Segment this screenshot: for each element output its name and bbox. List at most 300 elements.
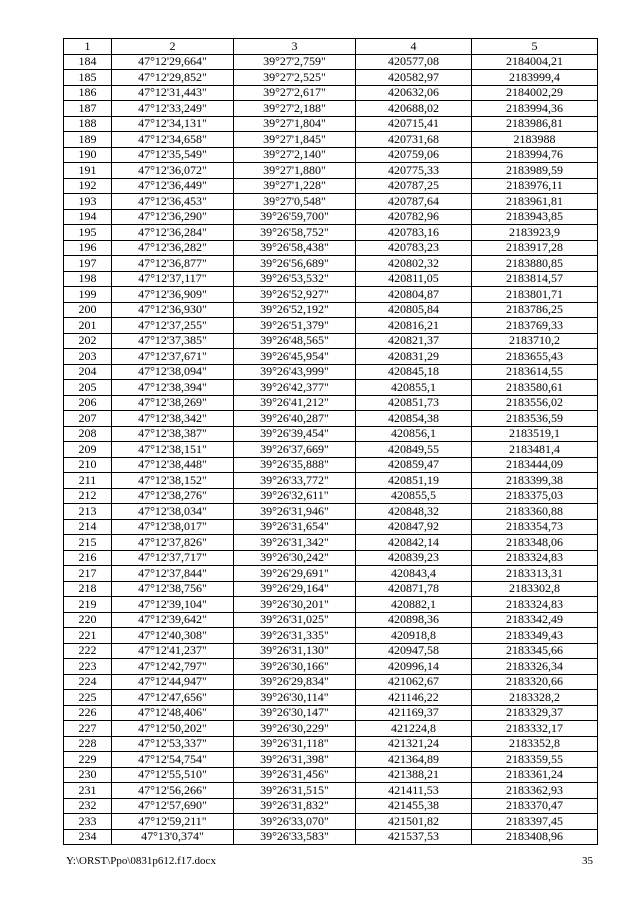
table-row [64,380,598,396]
table-cell: 231 [64,783,112,799]
table-row [64,240,598,256]
table-row [64,783,598,799]
table-cell: 39°26'58,438" [234,240,356,256]
table-cell: 47°12'42,797" [112,659,234,675]
table-cell: 420898,36 [356,612,472,628]
table-row [64,302,598,318]
table-cell: 2183349,43 [472,628,598,644]
table-cell: 420843,4 [356,566,472,582]
table-cell: 234 [64,829,112,845]
table-cell: 199 [64,287,112,303]
table-cell: 47°12'34,131" [112,116,234,132]
table-cell: 47°12'56,266" [112,783,234,799]
table-row [64,426,598,442]
table-row [64,767,598,783]
table-cell: 209 [64,442,112,458]
table-cell: 421388,21 [356,767,472,783]
table-cell: 2183556,02 [472,395,598,411]
table-cell: 47°12'38,269" [112,395,234,411]
table-cell: 47°12'44,947" [112,674,234,690]
table-cell: 420859,47 [356,457,472,473]
column-header: 1 [64,39,112,55]
table-cell: 47°12'38,276" [112,488,234,504]
table-cell: 39°26'30,229" [234,721,356,737]
table-cell: 39°26'33,583" [234,829,356,845]
table-row [64,798,598,814]
table-cell: 39°26'31,130" [234,643,356,659]
table-row [64,612,598,628]
table-cell: 2183655,43 [472,349,598,365]
table-cell: 420783,23 [356,240,472,256]
table-row [64,674,598,690]
table-cell: 233 [64,814,112,830]
table-cell: 206 [64,395,112,411]
table-cell: 2183536,59 [472,411,598,427]
table-cell: 39°26'32,611" [234,488,356,504]
table-cell: 421411,53 [356,783,472,799]
table-cell: 211 [64,473,112,489]
table-cell: 39°26'58,752" [234,225,356,241]
table-cell: 47°12'36,290" [112,209,234,225]
table-cell: 421501,82 [356,814,472,830]
table-cell: 39°26'42,377" [234,380,356,396]
column-header: 5 [472,39,598,55]
table-cell: 47°12'55,510" [112,767,234,783]
table-row [64,271,598,287]
table-cell: 2183923,9 [472,225,598,241]
column-header: 4 [356,39,472,55]
table-cell: 47°12'36,072" [112,163,234,179]
table-cell: 420918,8 [356,628,472,644]
table-cell: 200 [64,302,112,318]
table-cell: 2183370,47 [472,798,598,814]
table-cell: 2183989,59 [472,163,598,179]
table-cell: 47°12'36,449" [112,178,234,194]
table-row [64,70,598,86]
table-cell: 420816,21 [356,318,472,334]
table-cell: 39°26'31,335" [234,628,356,644]
table-cell: 47°12'41,237" [112,643,234,659]
table-cell: 2183399,38 [472,473,598,489]
table-cell: 47°12'37,117" [112,271,234,287]
table-cell: 207 [64,411,112,427]
table-cell: 2183408,96 [472,829,598,845]
table-cell: 2183354,73 [472,519,598,535]
table-cell: 39°26'33,772" [234,473,356,489]
table-cell: 420855,1 [356,380,472,396]
table-cell: 2183332,17 [472,721,598,737]
table-cell: 420845,18 [356,364,472,380]
table-cell: 189 [64,132,112,148]
table-cell: 47°12'37,826" [112,535,234,551]
table-cell: 39°27'2,759" [234,54,356,70]
table-cell: 47°12'37,671" [112,349,234,365]
table-cell: 47°12'37,717" [112,550,234,566]
table-row [64,736,598,752]
table-cell: 2183326,34 [472,659,598,675]
table-cell: 39°27'1,880" [234,163,356,179]
table-cell: 227 [64,721,112,737]
table-cell: 39°26'48,565" [234,333,356,349]
table-cell: 185 [64,70,112,86]
table-cell: 47°12'57,690" [112,798,234,814]
table-cell: 2183710,2 [472,333,598,349]
table-cell: 39°26'31,946" [234,504,356,520]
table-row [64,457,598,473]
table-cell: 420632,06 [356,85,472,101]
table-cell: 2183976,11 [472,178,598,194]
table-cell: 39°26'59,700" [234,209,356,225]
table-cell: 39°27'1,804" [234,116,356,132]
table-cell: 39°27'2,525" [234,70,356,86]
table-cell: 39°26'30,166" [234,659,356,675]
table-cell: 2183328,2 [472,690,598,706]
table-cell: 201 [64,318,112,334]
table-cell: 47°12'38,394" [112,380,234,396]
table-cell: 215 [64,535,112,551]
table-cell: 2183329,37 [472,705,598,721]
table-row [64,349,598,365]
table-cell: 39°26'31,118" [234,736,356,752]
table-cell: 47°12'38,034" [112,504,234,520]
table-cell: 212 [64,488,112,504]
table-cell: 420804,87 [356,287,472,303]
table-cell: 420855,5 [356,488,472,504]
table-cell: 2183362,93 [472,783,598,799]
column-header: 3 [234,39,356,55]
table-cell: 202 [64,333,112,349]
table-cell: 2183302,8 [472,581,598,597]
table-cell: 197 [64,256,112,272]
table-cell: 205 [64,380,112,396]
table-cell: 39°26'30,147" [234,705,356,721]
table-cell: 420854,38 [356,411,472,427]
table-cell: 421169,37 [356,705,472,721]
table-cell: 2183345,66 [472,643,598,659]
table-row [64,101,598,117]
table-row [64,659,598,675]
table-cell: 420802,32 [356,256,472,272]
table-cell: 39°26'29,834" [234,674,356,690]
table-cell: 47°12'29,852" [112,70,234,86]
table-row [64,116,598,132]
table-cell: 2183580,61 [472,380,598,396]
table-cell: 2183342,49 [472,612,598,628]
table-cell: 2183986,81 [472,116,598,132]
table-cell: 230 [64,767,112,783]
table-cell: 225 [64,690,112,706]
table-cell: 228 [64,736,112,752]
table-cell: 2183999,4 [472,70,598,86]
table-cell: 420851,19 [356,473,472,489]
table-cell: 192 [64,178,112,194]
table-cell: 47°12'39,104" [112,597,234,613]
table-cell: 188 [64,116,112,132]
table-row [64,85,598,101]
table-cell: 47°12'36,284" [112,225,234,241]
table-cell: 420688,02 [356,101,472,117]
table-cell: 39°26'35,888" [234,457,356,473]
table-cell: 47°12'54,754" [112,752,234,768]
table-cell: 39°27'1,228" [234,178,356,194]
table-cell: 420811,05 [356,271,472,287]
table-cell: 47°12'36,930" [112,302,234,318]
table-row [64,54,598,70]
table-cell: 224 [64,674,112,690]
table-cell: 2184004,21 [472,54,598,70]
table-cell: 47°12'35,549" [112,147,234,163]
table-cell: 39°26'52,927" [234,287,356,303]
table-cell: 222 [64,643,112,659]
table-cell: 420821,37 [356,333,472,349]
table-cell: 420582,97 [356,70,472,86]
table-cell: 2183352,8 [472,736,598,752]
table-cell: 420839,23 [356,550,472,566]
table-cell: 2183320,66 [472,674,598,690]
table-cell: 2183481,4 [472,442,598,458]
table-cell: 47°12'53,337" [112,736,234,752]
table-cell: 2183943,85 [472,209,598,225]
table-cell: 421537,53 [356,829,472,845]
table-cell: 2183324,83 [472,550,598,566]
table-row [64,364,598,380]
table-cell: 47°12'36,909" [112,287,234,303]
table-cell: 193 [64,194,112,210]
table-cell: 39°26'31,515" [234,783,356,799]
table-row [64,752,598,768]
table-cell: 2183519,1 [472,426,598,442]
table-cell: 2183994,76 [472,147,598,163]
table-cell: 2183359,55 [472,752,598,768]
table-row [64,178,598,194]
table-cell: 2184002,29 [472,85,598,101]
table-cell: 191 [64,163,112,179]
table-cell: 421146,22 [356,690,472,706]
table-cell: 39°26'56,689" [234,256,356,272]
table-cell: 39°27'2,617" [234,85,356,101]
table-cell: 420847,92 [356,519,472,535]
table-cell: 47°12'36,877" [112,256,234,272]
table-cell: 2183801,71 [472,287,598,303]
table-row [64,473,598,489]
table-cell: 39°26'30,242" [234,550,356,566]
table-cell: 420849,55 [356,442,472,458]
table-cell: 47°12'38,756" [112,581,234,597]
table-cell: 420805,84 [356,302,472,318]
table-cell: 421455,38 [356,798,472,814]
table-cell: 39°26'33,070" [234,814,356,830]
table-cell: 47°12'38,152" [112,473,234,489]
table-cell: 219 [64,597,112,613]
table-cell: 420882,1 [356,597,472,613]
table-cell: 39°26'43,999" [234,364,356,380]
table-cell: 420715,41 [356,116,472,132]
table-cell: 203 [64,349,112,365]
table-row [64,442,598,458]
table-row [64,690,598,706]
table-cell: 421224,8 [356,721,472,737]
table-cell: 217 [64,566,112,582]
table-cell: 2183397,45 [472,814,598,830]
table-cell: 47°12'47,656" [112,690,234,706]
table-cell: 2183360,88 [472,504,598,520]
table-cell: 187 [64,101,112,117]
table-cell: 226 [64,705,112,721]
table-cell: 420842,14 [356,535,472,551]
table-cell: 47°12'38,094" [112,364,234,380]
table-row [64,628,598,644]
table-cell: 420783,16 [356,225,472,241]
table-row [64,643,598,659]
table-cell: 420775,33 [356,163,472,179]
table-cell: 420856,1 [356,426,472,442]
table-cell: 2183814,57 [472,271,598,287]
table-cell: 39°26'52,192" [234,302,356,318]
table-cell: 186 [64,85,112,101]
table-cell: 204 [64,364,112,380]
table-cell: 2183786,25 [472,302,598,318]
table-cell: 420759,06 [356,147,472,163]
table-cell: 39°27'0,548" [234,194,356,210]
table-cell: 39°26'31,025" [234,612,356,628]
table-cell: 218 [64,581,112,597]
table-cell: 39°26'29,691" [234,566,356,582]
table-cell: 2183313,31 [472,566,598,582]
table-body [64,54,598,845]
table-cell: 47°12'36,282" [112,240,234,256]
table-cell: 184 [64,54,112,70]
table-cell: 47°12'48,406" [112,705,234,721]
table-cell: 39°26'53,532" [234,271,356,287]
table-row [64,550,598,566]
table-cell: 2183324,83 [472,597,598,613]
table-cell: 39°26'31,398" [234,752,356,768]
table-cell: 420577,08 [356,54,472,70]
table-row [64,535,598,551]
table-cell: 39°26'39,454" [234,426,356,442]
table-cell: 420782,96 [356,209,472,225]
table-cell: 421321,24 [356,736,472,752]
footer-file-path: Y:\ORST\Ppo\0831p612.f17.docx [66,855,216,867]
table-cell: 195 [64,225,112,241]
table-cell: 420787,25 [356,178,472,194]
table-cell: 421062,67 [356,674,472,690]
table-row [64,256,598,272]
table-cell: 2183769,33 [472,318,598,334]
table-row [64,488,598,504]
table-cell: 420851,73 [356,395,472,411]
table-cell: 39°27'2,140" [234,147,356,163]
table-cell: 232 [64,798,112,814]
table-cell: 47°12'39,642" [112,612,234,628]
table-cell: 2183375,03 [472,488,598,504]
table-cell: 223 [64,659,112,675]
table-cell: 39°26'31,342" [234,535,356,551]
table-cell: 39°27'2,188" [234,101,356,117]
table-cell: 39°26'30,201" [234,597,356,613]
table-cell: 39°26'41,212" [234,395,356,411]
table-row [64,333,598,349]
table-row [64,721,598,737]
table-cell: 47°12'36,453" [112,194,234,210]
table-cell: 47°12'38,387" [112,426,234,442]
table-cell: 47°12'59,211" [112,814,234,830]
table-cell: 39°27'1,845" [234,132,356,148]
table-cell: 420787,64 [356,194,472,210]
table-cell: 229 [64,752,112,768]
table-cell: 47°12'37,844" [112,566,234,582]
table-row [64,597,598,613]
table-row [64,829,598,845]
table-cell: 196 [64,240,112,256]
table-cell: 2183917,28 [472,240,598,256]
table-row [64,147,598,163]
table-row [64,225,598,241]
table-cell: 421364,89 [356,752,472,768]
table-cell: 47°12'38,342" [112,411,234,427]
table-row [64,194,598,210]
table-cell: 2183361,24 [472,767,598,783]
table-cell: 39°26'51,379" [234,318,356,334]
table-cell: 47°12'31,443" [112,85,234,101]
table-row [64,504,598,520]
table-cell: 39°26'45,954" [234,349,356,365]
column-header: 2 [112,39,234,55]
table-cell: 47°12'50,202" [112,721,234,737]
table-cell: 208 [64,426,112,442]
table-cell: 39°26'31,456" [234,767,356,783]
table-cell: 420848,32 [356,504,472,520]
table-cell: 420831,29 [356,349,472,365]
table-row [64,411,598,427]
table-cell: 47°13'0,374" [112,829,234,845]
table-cell: 39°26'40,287" [234,411,356,427]
table-cell: 47°12'29,664" [112,54,234,70]
table-cell: 2183444,09 [472,457,598,473]
table-cell: 47°12'38,151" [112,442,234,458]
table-cell: 420947,58 [356,643,472,659]
table-cell: 216 [64,550,112,566]
table-cell: 2183961,81 [472,194,598,210]
table-cell: 47°12'33,249" [112,101,234,117]
table-cell: 47°12'38,017" [112,519,234,535]
table-row [64,163,598,179]
table-cell: 210 [64,457,112,473]
table-cell: 420996,14 [356,659,472,675]
table-cell: 2183988 [472,132,598,148]
coordinates-table [63,38,598,845]
page-number: 35 [582,855,593,867]
table-cell: 39°26'31,832" [234,798,356,814]
table-cell: 221 [64,628,112,644]
table-row [64,209,598,225]
table-cell: 47°12'38,448" [112,457,234,473]
table-cell: 47°12'37,255" [112,318,234,334]
table-cell: 39°26'37,669" [234,442,356,458]
table-cell: 39°26'29,164" [234,581,356,597]
table-cell: 2183348,06 [472,535,598,551]
table-header-row [64,39,598,55]
table-cell: 2183614,55 [472,364,598,380]
table-cell: 39°26'30,114" [234,690,356,706]
table-row [64,395,598,411]
table-cell: 2183880,85 [472,256,598,272]
table-cell: 194 [64,209,112,225]
table-row [64,814,598,830]
table-cell: 47°12'40,308" [112,628,234,644]
table-cell: 47°12'37,385" [112,333,234,349]
table-cell: 2183994,36 [472,101,598,117]
